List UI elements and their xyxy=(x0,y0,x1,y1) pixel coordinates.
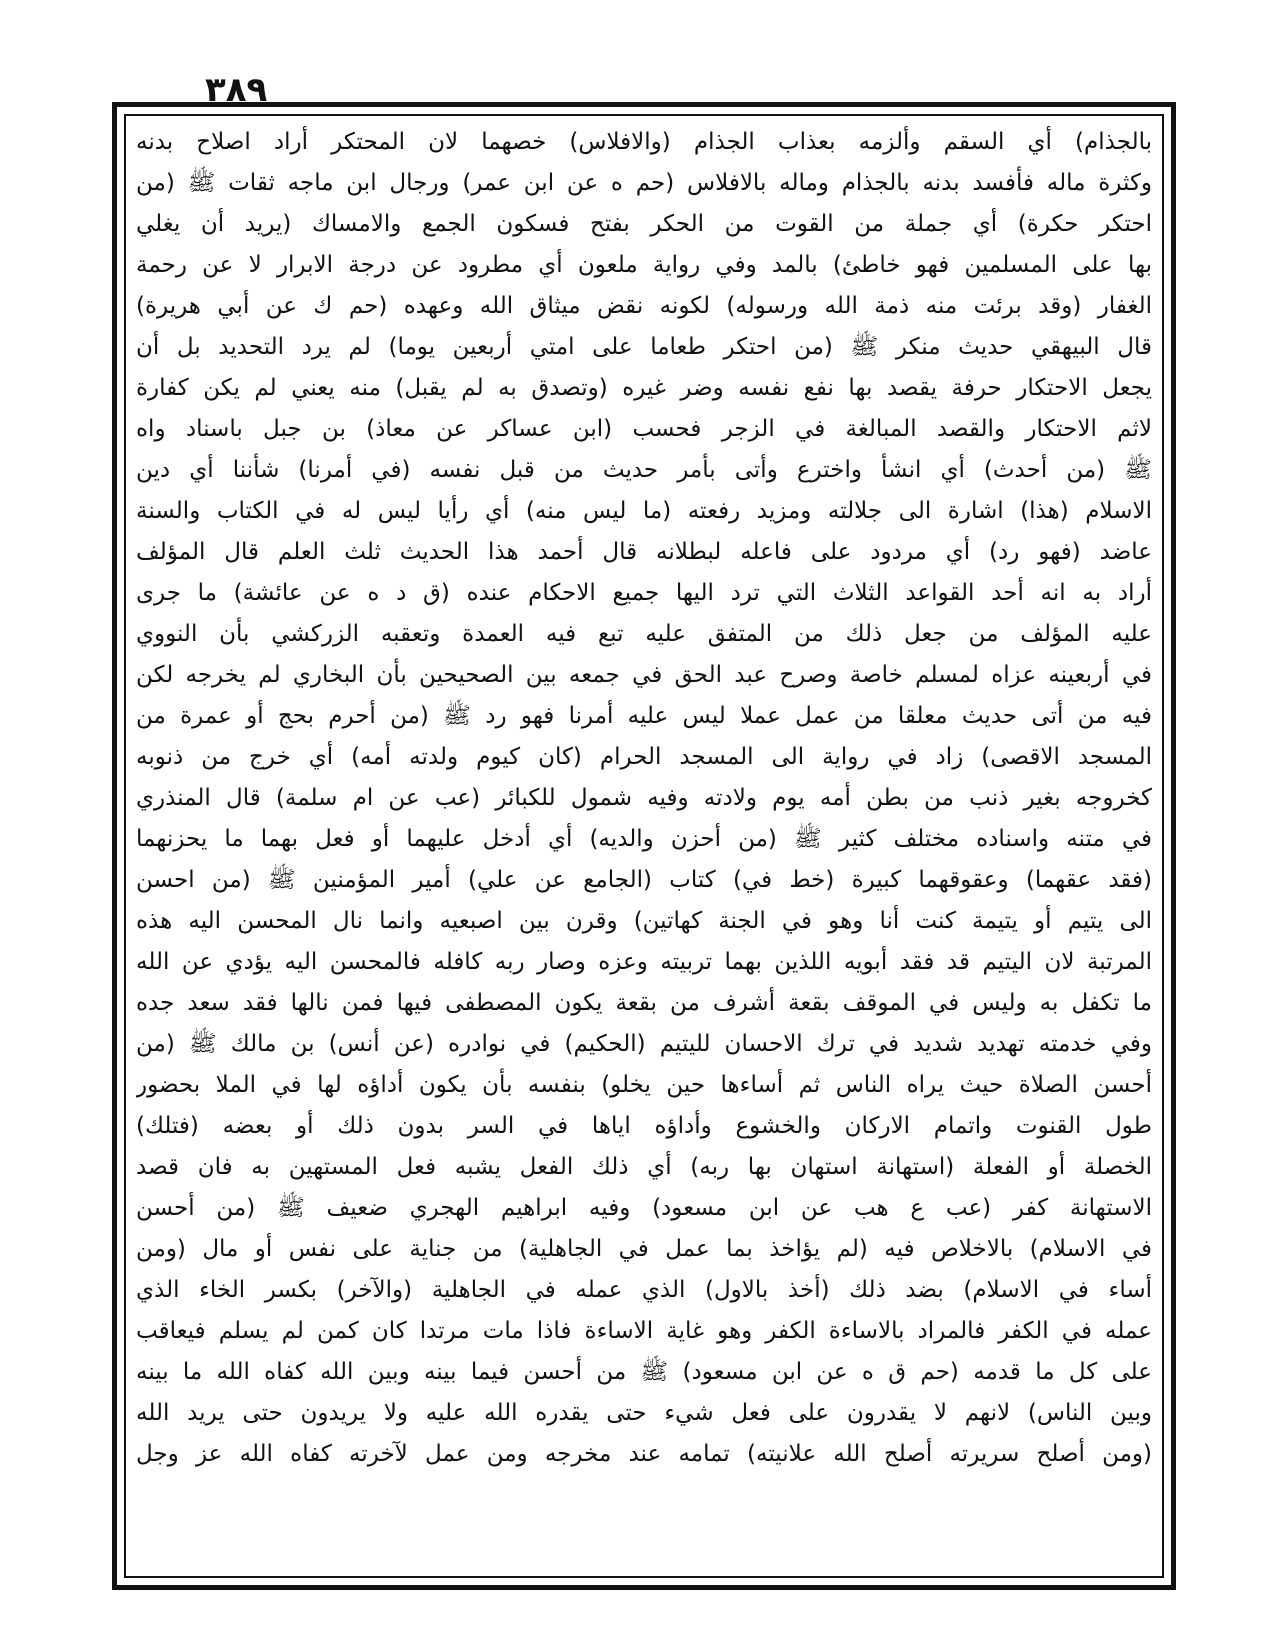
text-line: عمله في الكفر فالمراد بالاساءة الكفر وهو غاية الاساءة فاذا مات مرتدا كان كمن لم يسلم فيعاقب xyxy=(136,1318,1152,1344)
text-line: الخصلة أو الفعلة (استهانة استهان بها ربه) أي ذلك الفعل يشبه فعل المستهين به فان قصد xyxy=(136,1154,1152,1180)
text-line: طول القنوت واتمام الاركان والخشوع وأداؤه اياها في السر بدون ذلك أو بعضه (فتلك) xyxy=(136,1113,1152,1139)
text-line: أحسن الصلاة حيث يراه الناس ثم أساءها حين يخلو) بنفسه بأن يكون أداؤه لها في الملا بحضور xyxy=(136,1072,1152,1098)
text-line: في أربعينه عزاه لمسلم خاصة وصرح عبد الحق في جمعه بين الصحيحين بأن البخاري لم يخرجه لكن xyxy=(136,662,1152,688)
text-line: بها على المسلمين فهو خاطئ) بالمد وفي رواية ملعون أي مطرود عن درجة الابرار لا عن رحمة xyxy=(136,252,1152,278)
text-line: (ومن أصلح سريرته أصلح الله علانيته) تمامه عند مخرجه ومن عمل لآخرته كفاه الله عز وجل xyxy=(136,1441,1152,1467)
text-line: الى يتيم أو يتيمة كنت أنا وهو في الجنة كهاتين) وقرن بين اصبعيه وانما نال المحسن اليه هذه xyxy=(136,908,1152,934)
text-line: احتكر حكرة) أي جملة من القوت من الحكر بفتح فسكون الجمع والامساك (يريد أن يغلي xyxy=(136,211,1152,237)
text-line: المرتبة لان اليتيم قد فقد أبويه اللذين بهما تربيته وعزه وصار ربه كافله فالمحسن اليه يؤدي عن الله xyxy=(136,949,1152,975)
text-line: أراد به انه أحد القواعد الثلاث التي ترد اليها جميع الاحكام عنده (ق د ه عن عائشة) ما جرى xyxy=(136,580,1152,606)
text-line: ما تكفل به وليس في الموقف بقعة أشرف من بقعة يكون المصطفى فيها فمن نالها فقد سعد جده xyxy=(136,990,1152,1016)
text-line: بالجذام) أي السقم وألزمه بعذاب الجذام (والافلاس) خصهما لان المحتكر أراد اصلاح بدنه xyxy=(136,129,1152,155)
text-line: ﷺ (من أحدث) أي انشأ واخترع وأتى بأمر حديث من قبل نفسه (في أمرنا) شأننا أي دين xyxy=(136,457,1152,483)
text-line: الاسلام (هذا) اشارة الى جلالته ومزيد رفعته (ما ليس منه) أي رأيا ليس له في الكتاب والسنة xyxy=(136,498,1152,524)
text-line: فيه من أتى حديث معلقا من عمل عملا ليس عليه أمرنا فهو رد ﷺ (من أحرم بحج أو عمرة من xyxy=(136,703,1152,729)
text-line: وفي خدمته تهديد شديد في ترك الاحسان لليتيم (الحكيم) في نوادره (عن أنس) بن مالك ﷺ (من xyxy=(136,1031,1152,1057)
text-line: في متنه واسناده مختلف كثير ﷺ (من أحزن والديه) أي أدخل عليهما أو فعل بهما ما يحزنهما xyxy=(136,826,1152,852)
text-line: الاستهانة كفر (عب ع هب عن ابن مسعود) وفيه ابراهيم الهجري ضعيف ﷺ (من أحسن xyxy=(136,1195,1152,1221)
text-line: عليه المؤلف من جعل ذلك من المتفق عليه تبع فيه العمدة وتعقبه الزركشي بأن النووي xyxy=(136,621,1152,647)
text-line: قال البيهقي حديث منكر ﷺ (من احتكر طعاما على امتي أربعين يوما) لم يرد التحديد بل أن xyxy=(136,334,1152,360)
page-number: ٣٨٩ xyxy=(205,70,268,110)
text-line: (فقد عقهما) وعقوقهما كبيرة (خط في) كتاب (الجامع عن علي) أمير المؤمنين ﷺ (من احسن xyxy=(136,867,1152,893)
text-line: وبين الناس) لانهم لا يقدرون على فعل شيء حتى يقدره الله عليه ولا يريدون حتى يريد الله xyxy=(136,1400,1152,1426)
text-line: على كل ما قدمه (حم ق ه عن ابن مسعود) ﷺ من أحسن فيما بينه وبين الله كفاه الله ما بينه xyxy=(136,1359,1152,1385)
text-line: وكثرة ماله فأفسد بدنه بالجذام وماله بالافلاس (حم ه عن ابن عمر) ورجال ابن ماجه ثقات ﷺ (من xyxy=(136,170,1152,196)
text-line: يجعل الاحتكار حرفة يقصد بها نفع نفسه وضر غيره (وتصدق به لم يقبل) منه يعني لم يكن كفارة xyxy=(136,375,1152,401)
text-line: المسجد الاقصى) زاد في رواية الى المسجد الحرام (كان كيوم ولدته أمه) أي خرج من ذنوبه xyxy=(136,744,1152,770)
text-line: كخروجه بغير ذنب من بطن أمه يوم ولادته وفيه شمول للكبائر (عب عن ام سلمة) قال المنذري xyxy=(136,785,1152,811)
text-line: أساء في الاسلام) بضد ذلك (أخذ بالاول) الذي عمله في الجاهلية (والآخر) بكسر الخاء الذي xyxy=(136,1277,1152,1303)
text-line: لاثم الاحتكار والقصد المبالغة في الزجر فحسب (ابن عساكر عن معاذ) بن جبل باسناد واه xyxy=(136,416,1152,442)
text-line: في الاسلام) بالاخلاص فيه (لم يؤاخذ بما عمل في الجاهلية) من جناية على نفس أو مال (ومن xyxy=(136,1236,1152,1262)
text-line: عاضد (فهو رد) أي مردود على فاعله لبطلانه قال أحمد هذا الحديث ثلث العلم قال المؤلف xyxy=(136,539,1152,565)
text-line: الغفار (وقد برئت منه ذمة الله ورسوله) لكونه نقض ميثاق الله وعهده (حم ك عن أبي هريرة) xyxy=(136,293,1152,319)
body-text xyxy=(136,122,1152,1570)
